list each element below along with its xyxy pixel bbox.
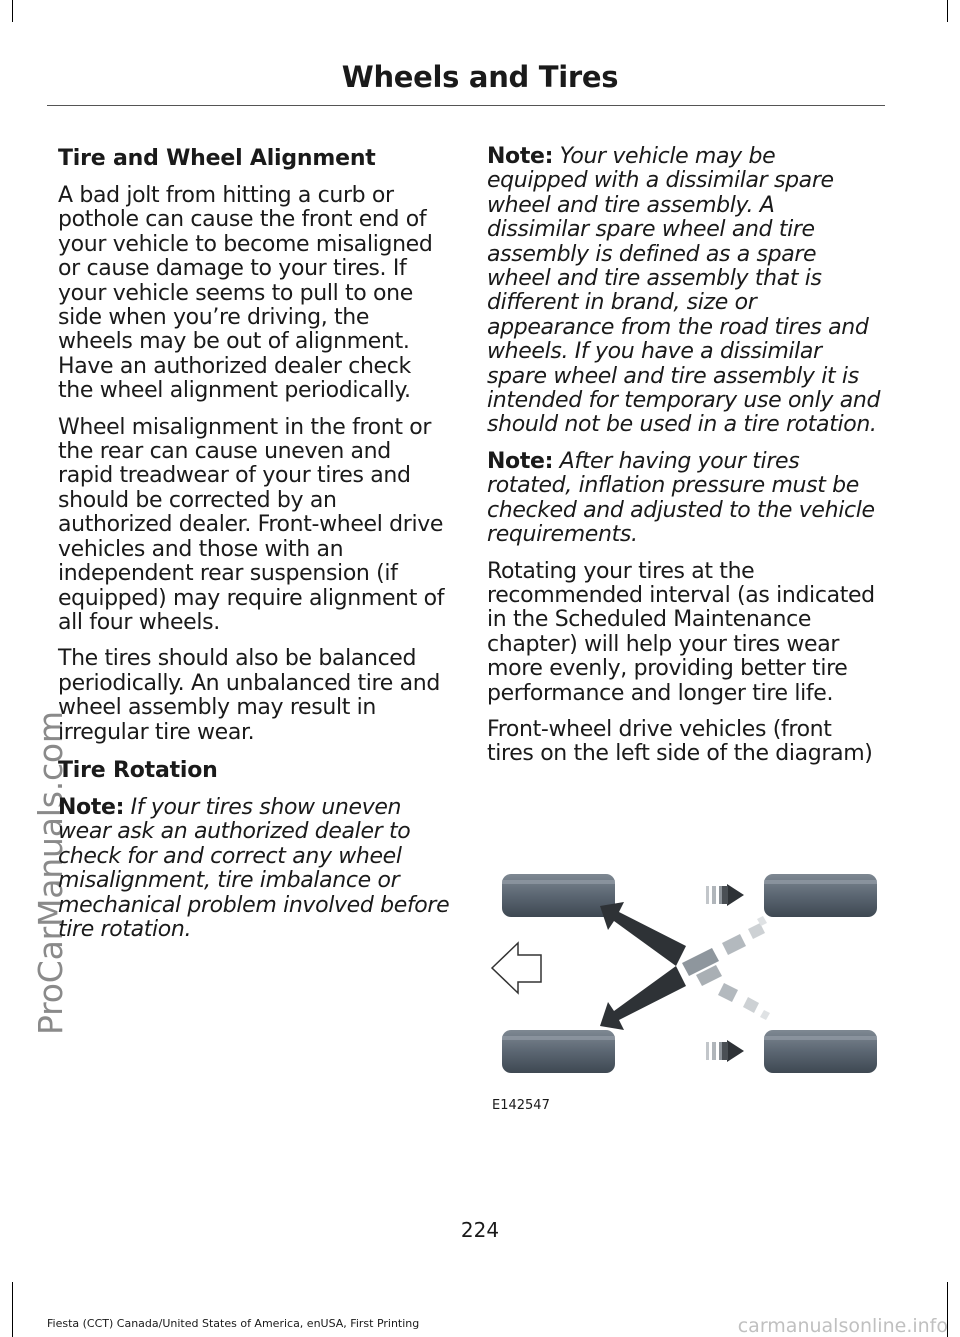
section-heading-alignment: Tire and Wheel Alignment [58, 146, 376, 171]
page-title: Wheels and Tires [341, 60, 619, 94]
crop-mark [12, 1282, 13, 1337]
forward-direction-arrow-icon [492, 943, 541, 993]
note-text: If your tires show uneven wear ask an authorized dealer to check for and correct any wheel misalignment, tire imbalance or mechanical problem involved before tire rotation. [58, 794, 450, 942]
straight-arrow-bottom-icon [706, 1040, 744, 1062]
footer-watermark: carmanualsonline.info [737, 1315, 948, 1337]
header-divider [47, 105, 885, 106]
note-label: Note: [58, 794, 125, 820]
dashed-diagonal-arrow-icon [682, 916, 770, 1020]
paragraph: A bad jolt from hitting a curb or pothole can cause the front end of your vehicle to become misaligned or cause damage to your tires. If your vehicle seems to pull to one side when you’re driving, the wheels may be out of alignment. Have an authorized dealer check the wheel alignment periodically. [58, 183, 433, 404]
diagonal-arrow-to-front-right-icon [600, 966, 686, 1030]
right-column [487, 145, 882, 779]
tire-rear-left [764, 874, 877, 917]
note-text: Your vehicle may be equipped with a dissimilar spare wheel and tire assembly. A dissimilar spare wheel and tire assembly is defined as a spare wheel and tire assembly that is different in brand, size or appearance from the road tires and wheels. If you have a dissimilar spare wheel and tire assembly it is intended for temporary use only and should not be used in a tire rotation. [487, 144, 881, 438]
paragraph: The tires should also be balanced periodically. An unbalanced tire and wheel assembly may result in irregular tire wear. [58, 646, 440, 745]
note [487, 450, 882, 548]
section-heading-rotation: Tire Rotation [58, 757, 218, 783]
diagonal-arrow-to-front-left-icon [600, 902, 686, 966]
note-label: Note: [487, 144, 554, 169]
page-number: 224 [460, 1218, 500, 1242]
tire-rotation-diagram [486, 862, 882, 1120]
note-text: After having your tires rotated, inflation pressure must be checked and adjusted to the vehicle requirements. [487, 448, 875, 548]
left-column [58, 145, 450, 954]
figure-id: E142547 [492, 1098, 550, 1113]
crop-mark [12, 0, 13, 22]
side-watermark: ProCarManuals.com [31, 711, 70, 1035]
crop-mark [947, 0, 948, 22]
paragraph: Wheel misalignment in the front or the rear can cause uneven and rapid treadwear of your tires and should be corrected by an authorized dealer. Front-wheel drive vehicles and those with an independent rear suspension (if equipped) may require alignment of all four wheels. [58, 414, 445, 635]
straight-arrow-top-icon [706, 884, 744, 906]
tire-front-right [502, 1030, 615, 1073]
tire-rear-right [764, 1030, 877, 1073]
note [58, 796, 450, 942]
note-label: Note: [487, 448, 554, 474]
note [487, 145, 882, 438]
paragraph: Front-wheel drive vehicles (front tires on the left side of the diagram) [487, 716, 873, 767]
footer-text: Fiesta (CCT) Canada/United States of America, enUSA, First Printing [47, 1317, 420, 1330]
paragraph: Rotating your tires at the recommended interval (as indicated in the Scheduled Maintenance chapter) will help your tires wear more evenly, providing better tire performance and longer tire life. [487, 558, 875, 706]
tire-front-left [502, 874, 615, 917]
